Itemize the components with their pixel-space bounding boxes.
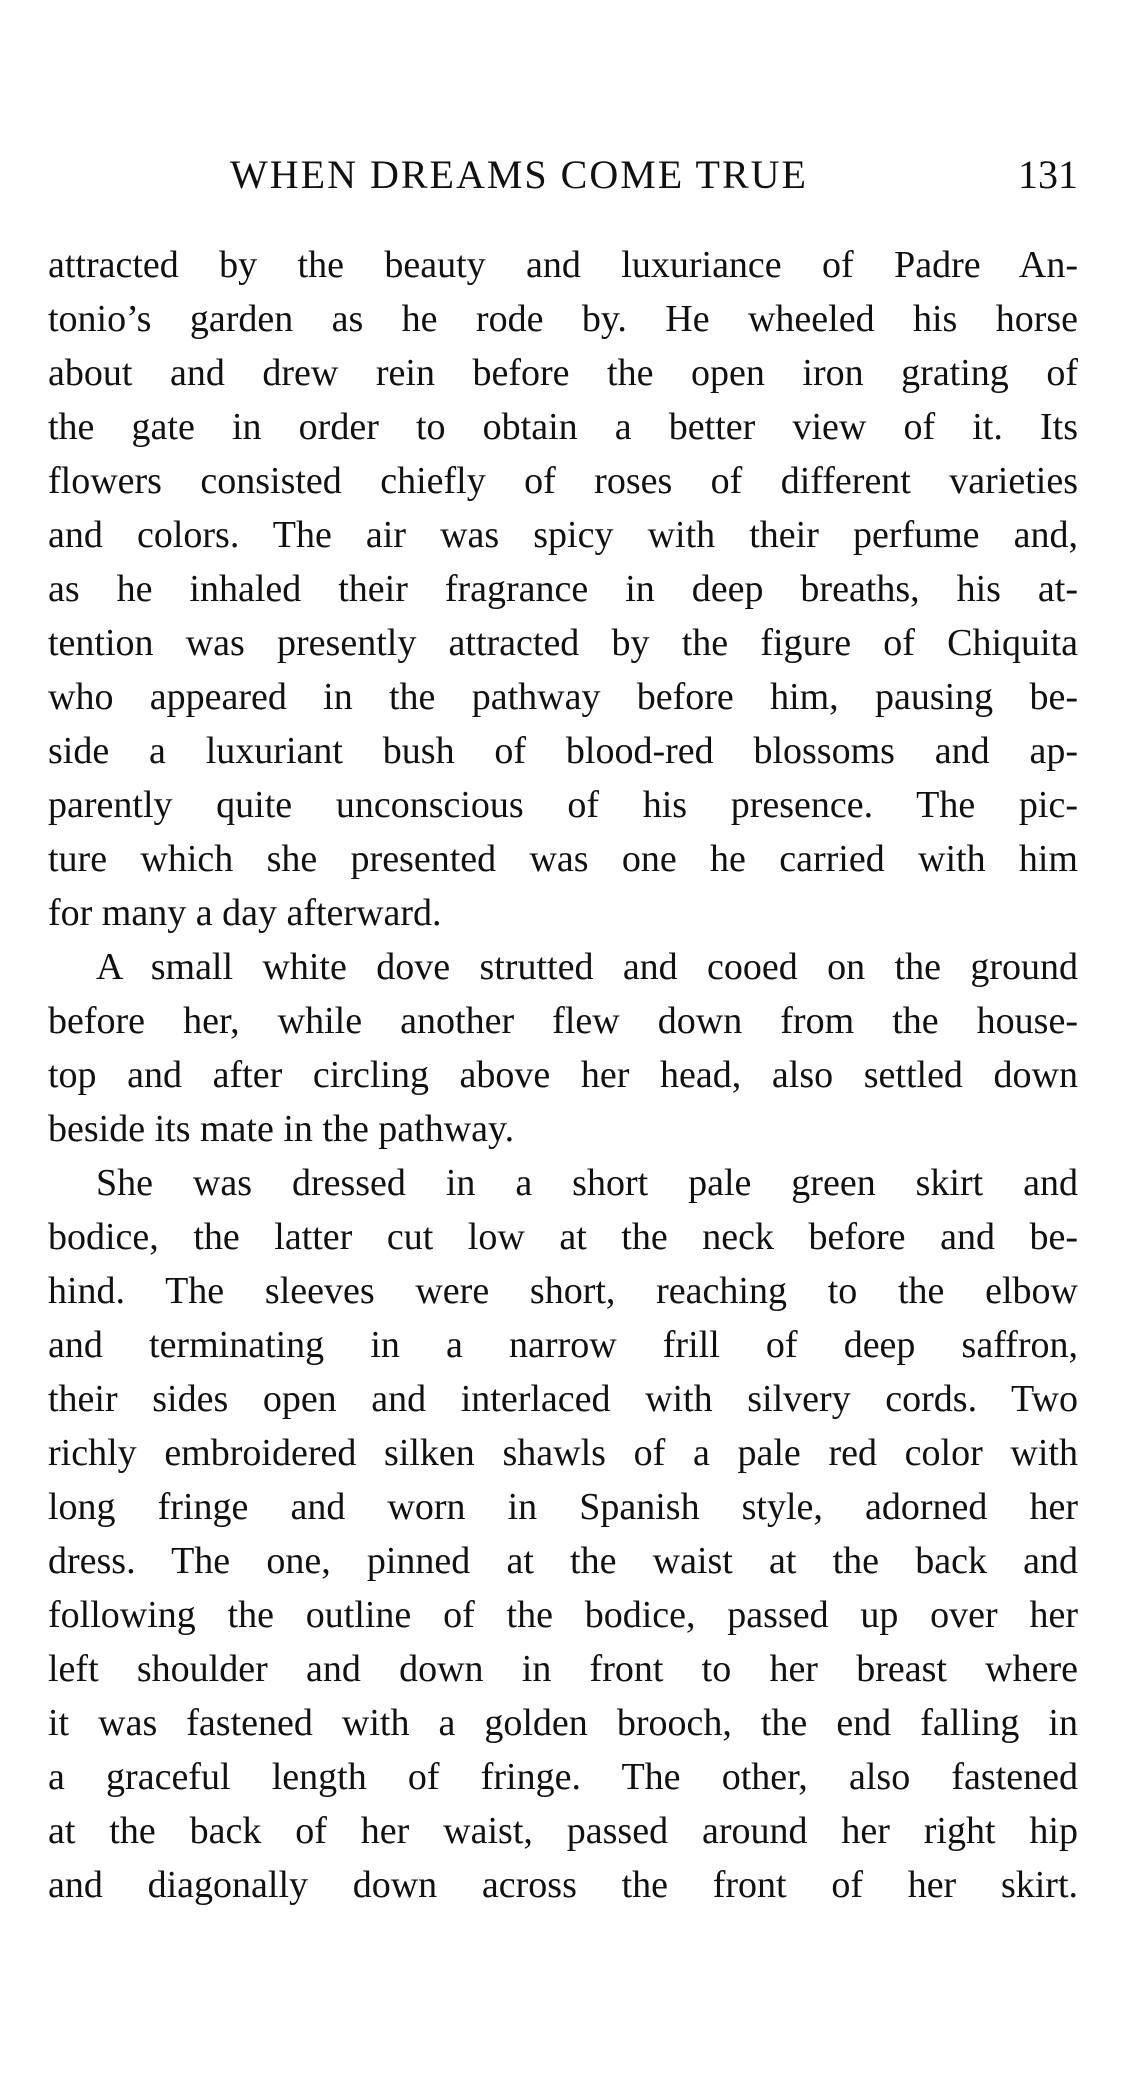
text-line: following the outline of the bodice, passed up over her	[48, 1594, 1078, 1636]
text-line: tonio’s garden as he rode by. He wheeled his horse	[48, 298, 1078, 340]
text-line: A small white dove strutted and cooed on the ground	[96, 946, 1078, 988]
text-line: and terminating in a narrow frill of deep saffron,	[48, 1324, 1078, 1366]
body-text	[48, 238, 1078, 1912]
text-line: ture which she presented was one he carried with him	[48, 838, 1078, 880]
text-line: the gate in order to obtain a better view of it. Its	[48, 406, 1078, 448]
text-line: about and drew rein before the open iron grating of	[48, 352, 1078, 394]
text-line: parently quite unconscious of his presence. The pic-	[48, 784, 1078, 826]
running-title: WHEN DREAMS COME TRUE	[230, 152, 808, 197]
page-number: 131	[1018, 152, 1078, 197]
text-line: attracted by the beauty and luxuriance of Padre An-	[48, 244, 1078, 286]
text-line: a graceful length of fringe. The other, also fastened	[48, 1756, 1078, 1798]
text-line: tention was presently attracted by the figure of Chiquita	[48, 622, 1078, 664]
text-line: at the back of her waist, passed around her right hip	[48, 1810, 1078, 1852]
text-line: hind. The sleeves were short, reaching to the elbow	[48, 1270, 1078, 1312]
text-line: top and after circling above her head, also settled down	[48, 1054, 1078, 1096]
text-line: and diagonally down across the front of her skirt.	[48, 1864, 1078, 1906]
text-line: who appeared in the pathway before him, pausing be-	[48, 676, 1078, 718]
text-line: She was dressed in a short pale green skirt and	[96, 1162, 1078, 1204]
running-head	[48, 150, 1078, 200]
text-line: left shoulder and down in front to her breast where	[48, 1648, 1078, 1690]
text-line: as he inhaled their fragrance in deep breaths, his at-	[48, 568, 1078, 610]
text-line: for many a day afterward.	[48, 892, 442, 934]
paragraph-2	[48, 940, 1078, 1156]
text-line: their sides open and interlaced with silvery cords. Two	[48, 1378, 1078, 1420]
text-line: beside its mate in the pathway.	[48, 1108, 515, 1150]
text-line: side a luxuriant bush of blood-red blossoms and ap-	[48, 730, 1078, 772]
text-line: dress. The one, pinned at the waist at the back and	[48, 1540, 1078, 1582]
text-line: long fringe and worn in Spanish style, adorned her	[48, 1486, 1078, 1528]
text-line: bodice, the latter cut low at the neck before and be-	[48, 1216, 1078, 1258]
text-line: before her, while another flew down from the house-	[48, 1000, 1078, 1042]
text-line: it was fastened with a golden brooch, the end falling in	[48, 1702, 1078, 1744]
text-line: flowers consisted chiefly of roses of different varieties	[48, 460, 1078, 502]
paragraph-1	[48, 238, 1078, 940]
paragraph-3	[48, 1156, 1078, 1912]
text-line: and colors. The air was spicy with their perfume and,	[48, 514, 1078, 556]
text-line: richly embroidered silken shawls of a pale red color with	[48, 1432, 1078, 1474]
